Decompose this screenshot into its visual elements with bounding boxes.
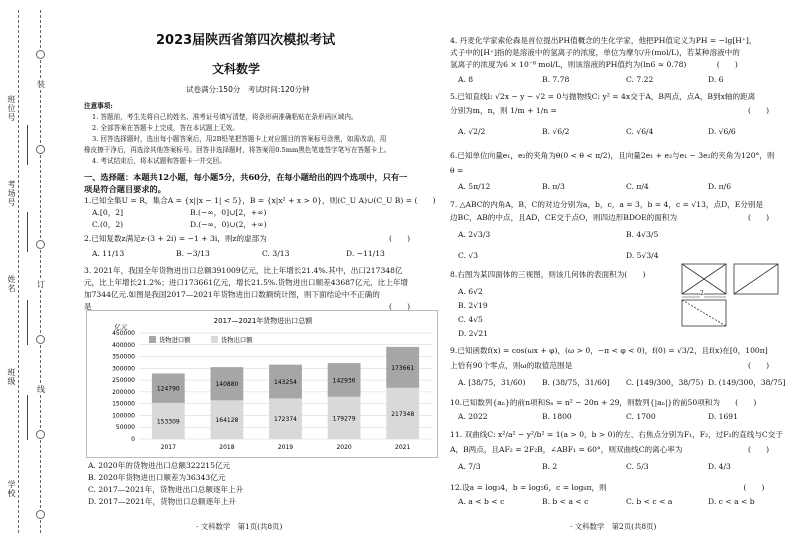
option-b[interactable]: B. 2020年货物进出口顺差为36343亿元 xyxy=(88,473,226,482)
option-b[interactable]: B. 1800 xyxy=(542,412,572,421)
data-label: 179279 xyxy=(332,415,356,423)
binding-hole xyxy=(36,50,45,59)
option-b[interactable]: B. (38/75，31/60] xyxy=(542,378,610,387)
data-label: 143254 xyxy=(274,379,297,387)
name-blank[interactable] xyxy=(27,300,28,345)
option-c[interactable]: C. 7.22 xyxy=(626,75,654,84)
option-b[interactable]: B.(−∞，0]∪[2，+∞) xyxy=(190,208,267,217)
question-9-line-1: 9.已知函数f(x) = cos(ωx + φ)，(ω > 0，−π < φ < 0)，f(0) = √3/2，且f(x)在[0，100π] xyxy=(450,346,768,355)
question-11-line-1: 11. 双曲线C: x²/a² − y²/b² = 1(a > 0，b > 0)的左、右焦点分别为F₁，F₂，过F₂的直线与C交于 xyxy=(450,430,783,439)
three-view-figure xyxy=(680,262,780,328)
question-7-paren: ( ) xyxy=(748,213,770,222)
binding-strip xyxy=(0,0,70,543)
data-label: 142936 xyxy=(332,377,356,385)
school-label: 学校 xyxy=(7,480,16,498)
binding-hole xyxy=(36,430,45,439)
option-a[interactable]: A. √2/2 xyxy=(458,127,486,136)
option-c[interactable]: C. 2017—2021年，货物进出口总额逐年上升 xyxy=(88,485,244,494)
question-9-line-2: 上恰有90个零点，则ω的取值范围是 xyxy=(450,361,573,370)
note-2: 2. 全部答案在答题卡上完成，答在本试题上无效。 xyxy=(92,124,239,132)
y-tick-label: 100000 xyxy=(112,412,135,420)
question-2: 2.已知复数z满足z·(3 + 2i) = −1 + 3i，则z的虚部为 xyxy=(84,234,267,243)
question-3-line-4: 是 xyxy=(84,302,92,311)
x-tick-label: 2021 xyxy=(395,444,411,451)
question-5-line-2: 分别为m，n，则 1/m + 1/n = xyxy=(450,106,557,115)
seat-number-blank[interactable] xyxy=(27,125,28,165)
data-label: 124790 xyxy=(156,385,180,393)
option-a[interactable]: A. 2020年的货物进出口总额322215亿元 xyxy=(88,461,231,470)
exam-info: 试卷满分:150分 考试时间:120分钟 xyxy=(186,85,310,94)
data-label: 217348 xyxy=(391,410,415,418)
question-4-line-1: 4. 丹麦化学家索伦森是首位提出PH值概念的生化学家，他把PH值定义为PH = −lg[H⁺]， xyxy=(450,36,757,45)
option-b[interactable]: B. 4√3/5 xyxy=(626,230,659,239)
option-a[interactable]: A. 2√3/3 xyxy=(458,230,491,239)
question-5-line-1: 5.已知直线l: √2x − y − √2 = 0与抛物线C: y² = 4x交于A，B两点，点A，B到x轴的距离 xyxy=(450,92,756,101)
section-heading: 一、选择题：本题共12小题，每小题5分，共60分，在每小题给出的四个选项中，只有一 xyxy=(84,172,408,182)
note-4: 4. 考试结束后，将本试题和答题卡一并交回。 xyxy=(92,157,226,165)
binding-hole xyxy=(36,510,45,519)
option-d[interactable]: D. 2017—2021年，货物出口总额逐年上升 xyxy=(88,497,237,506)
option-a[interactable]: A. 11/13 xyxy=(92,249,125,258)
page-1 xyxy=(84,0,438,543)
option-c[interactable]: C. 1700 xyxy=(626,412,656,421)
question-11-paren: ( ) xyxy=(748,445,770,454)
option-a[interactable]: A. [38/75，31/60) xyxy=(458,378,526,387)
name-label: 姓名 xyxy=(7,275,16,293)
note-1: 1. 答题前，考生先将自己的姓名、准考证号填写清楚，将条形码准确粘贴在条形码区域内。 xyxy=(92,113,358,121)
question-7-line-2: 边BC，AB的中点，且AD，CE交于点O，则四边形BDOE的面积为 xyxy=(450,213,678,222)
y-axis-label: 亿元 xyxy=(114,323,128,331)
question-12: 12.设a = log₃4，b = log₅6，c = log₈π，则 ( ) xyxy=(450,483,765,492)
option-c[interactable]: C.(0，2) xyxy=(92,220,124,229)
y-tick-label: 50000 xyxy=(115,424,135,432)
class-label: 班级 xyxy=(7,368,16,386)
option-c[interactable]: C. 4√5 xyxy=(458,315,483,324)
option-c[interactable]: C. √6/4 xyxy=(626,127,654,136)
cut-mark: 装 xyxy=(37,80,45,89)
trade-chart xyxy=(86,310,438,458)
option-a[interactable]: A. a < b < c xyxy=(458,497,505,506)
class-blank[interactable] xyxy=(27,395,28,440)
x-tick-label: 2020 xyxy=(336,444,352,451)
note-3-cont: 橡皮擦干净后，再选涂其他答案标号。回答非选择题时，将答案用0.5mm黑色笔迹签字笔写在答题卡上。 xyxy=(84,146,391,154)
three-view-drawing xyxy=(680,262,780,328)
binding-hole xyxy=(36,335,45,344)
chart-title: 2017—2021年货物进出口总额 xyxy=(213,317,313,325)
question-10: 10.已知数列{aₙ}的前n项和Sₙ = n² − 20n + 29，则数列{|aₙ|}的前50项和为 ( ) xyxy=(450,398,757,407)
option-d[interactable]: D. −11/13 xyxy=(346,249,385,258)
section-heading-cont: 项是符合题目要求的。 xyxy=(84,184,166,194)
option-c[interactable]: C. √3 xyxy=(458,251,479,260)
exam-room-blank[interactable] xyxy=(27,212,28,252)
option-b[interactable]: B. 2√19 xyxy=(458,301,488,310)
data-label: 140880 xyxy=(215,381,239,389)
question-2-paren: ( ) xyxy=(389,234,411,243)
y-tick-label: 250000 xyxy=(112,377,135,385)
y-tick-label: 400000 xyxy=(112,341,135,349)
data-label: 164128 xyxy=(215,417,239,425)
option-b[interactable]: B. π/3 xyxy=(542,182,565,191)
data-label: 172374 xyxy=(274,416,297,424)
legend-label: 货物进口额 xyxy=(159,337,191,344)
trade-chart-svg xyxy=(87,311,439,459)
option-a[interactable]: A. 8 xyxy=(458,75,474,84)
binding-hole xyxy=(36,145,45,154)
option-a[interactable]: A.[0，2] xyxy=(92,208,124,217)
option-d[interactable]: D. π/6 xyxy=(708,182,732,191)
data-label: 153309 xyxy=(156,418,180,426)
option-a[interactable]: A. 2022 xyxy=(458,412,488,421)
question-4-line-3: 氢离子的浓度为6 × 10⁻⁸ mol/L，则该溶液的PH值约为(ln6 ≈ 0.78) ( ) xyxy=(450,60,738,69)
y-tick-label: 200000 xyxy=(112,388,135,396)
data-label: 173661 xyxy=(391,364,415,372)
y-tick-label: 150000 xyxy=(112,400,135,408)
question-3-line-2: 元，比上年增长21.2%；进口173661亿元，增长21.5%.货物进出口顺差43687亿元，比上年增 xyxy=(84,278,409,287)
legend-label: 货物出口额 xyxy=(221,337,253,344)
fold-line xyxy=(18,10,19,533)
option-b[interactable]: B. −3/13 xyxy=(176,249,210,258)
y-tick-label: 0 xyxy=(131,436,135,443)
question-5-paren: ( ) xyxy=(748,106,770,115)
y-tick-label: 350000 xyxy=(112,353,135,361)
x-tick-label: 2019 xyxy=(277,444,294,451)
option-c[interactable]: C. 5/3 xyxy=(626,462,649,471)
y-tick-label: 450000 xyxy=(112,330,135,337)
option-d[interactable]: D. (149/300，38/75] xyxy=(708,378,786,387)
question-1: 1.已知全集U = R，集合A = {x||x − 1| < 5}，B = {x|x² + x > 0}，则(C_U A)∪(C_U B) = ( ) xyxy=(84,196,436,205)
question-4-line-2: 式子中的[H⁺]指的是溶液中的氢离子的浓度，单位为摩尔/升(mol/L)，若某种溶液中的 xyxy=(450,48,740,57)
question-3-paren: ( ) xyxy=(389,302,411,311)
legend-swatch xyxy=(211,336,218,343)
option-d[interactable]: D. 4/3 xyxy=(708,462,731,471)
option-c[interactable]: C. b < c < a xyxy=(626,497,673,506)
exam-subject: 文科数学 xyxy=(212,62,261,76)
option-d[interactable]: D. √6/6 xyxy=(708,127,736,136)
question-7-line-1: 7. △ABC的内角A，B，C的对边分别为a，b，c，a = 3，b = 4，c = √13，点D，E分别是 xyxy=(450,200,764,209)
option-d[interactable]: D. 1691 xyxy=(708,412,738,421)
notes-heading: 注意事项: xyxy=(84,102,113,110)
exam-room-label: 考场号 xyxy=(7,180,16,207)
option-d[interactable]: D. c < a < b xyxy=(708,497,755,506)
page-footer: · 文科数学 第2页(共8页) xyxy=(570,522,657,531)
option-c[interactable]: C. [149/300，38/75) xyxy=(626,378,704,387)
question-6-line-1: 6.已知单位向量e₁，e₂的夹角为θ(0 < θ < π/2)，且向量2e₁ + e₂与e₁ − 3e₂的夹角为120°，则 xyxy=(450,151,775,160)
binding-hole xyxy=(36,240,45,249)
x-tick-label: 2017 xyxy=(160,444,176,451)
option-d[interactable]: D. 6 xyxy=(708,75,724,84)
page-footer: · 文科数学 第1页(共8页) xyxy=(196,522,283,531)
cut-mark: 线 xyxy=(37,385,45,394)
note-3: 3. 回答选择题时，选出每小题答案后，用2B铅笔把答题卡上对应题目的答案标号涂黑，如需改动，用 xyxy=(92,135,387,143)
exam-title: 2023届陕西省第四次模拟考试 xyxy=(156,33,336,48)
dimension-label: 2 xyxy=(700,290,704,297)
option-d[interactable]: D. 2√21 xyxy=(458,329,488,338)
x-tick-label: 2018 xyxy=(219,444,235,451)
seat-number-label: 班位号 xyxy=(7,95,16,122)
option-a[interactable]: A. 6√2 xyxy=(458,287,483,296)
option-b[interactable]: B. 7.78 xyxy=(542,75,570,84)
option-d[interactable]: D. 5√3/4 xyxy=(626,251,659,260)
question-3-line-1: 3. 2021年，我国全年货物进出口总额391009亿元，比上年增长21.4%.其中，出口217348亿 xyxy=(84,266,403,275)
cut-mark: 订 xyxy=(37,280,45,289)
option-d[interactable]: D.(−∞，0)∪(2，+∞) xyxy=(190,220,267,229)
question-11-line-2: A，B两点，且AF₂ = 2F₂B，∠ABF₁ = 60°，则双曲线C的离心率为 xyxy=(450,445,683,454)
page-2 xyxy=(450,0,790,543)
question-8: 8.右图为某四面体的三视图，则该几何体的表面积为( ) xyxy=(450,270,646,279)
question-6-line-2: θ = xyxy=(450,166,464,175)
option-b[interactable]: B. 2 xyxy=(542,462,558,471)
y-tick-label: 300000 xyxy=(112,365,135,373)
option-a[interactable]: A. 7/3 xyxy=(458,462,481,471)
question-3-line-3: 加7344亿元.如图是我国2017—2021年货物进出口数额统计图，则下面结论中不正确的 xyxy=(84,290,380,299)
option-b[interactable]: B. b < a < c xyxy=(542,497,589,506)
legend-swatch xyxy=(149,336,156,343)
option-a[interactable]: A. 5π/12 xyxy=(458,182,491,191)
option-c[interactable]: C. 3/13 xyxy=(262,249,290,258)
question-9-paren: ( ) xyxy=(748,361,770,370)
option-c[interactable]: C. π/4 xyxy=(626,182,649,191)
option-b[interactable]: B. √6/2 xyxy=(542,127,570,136)
